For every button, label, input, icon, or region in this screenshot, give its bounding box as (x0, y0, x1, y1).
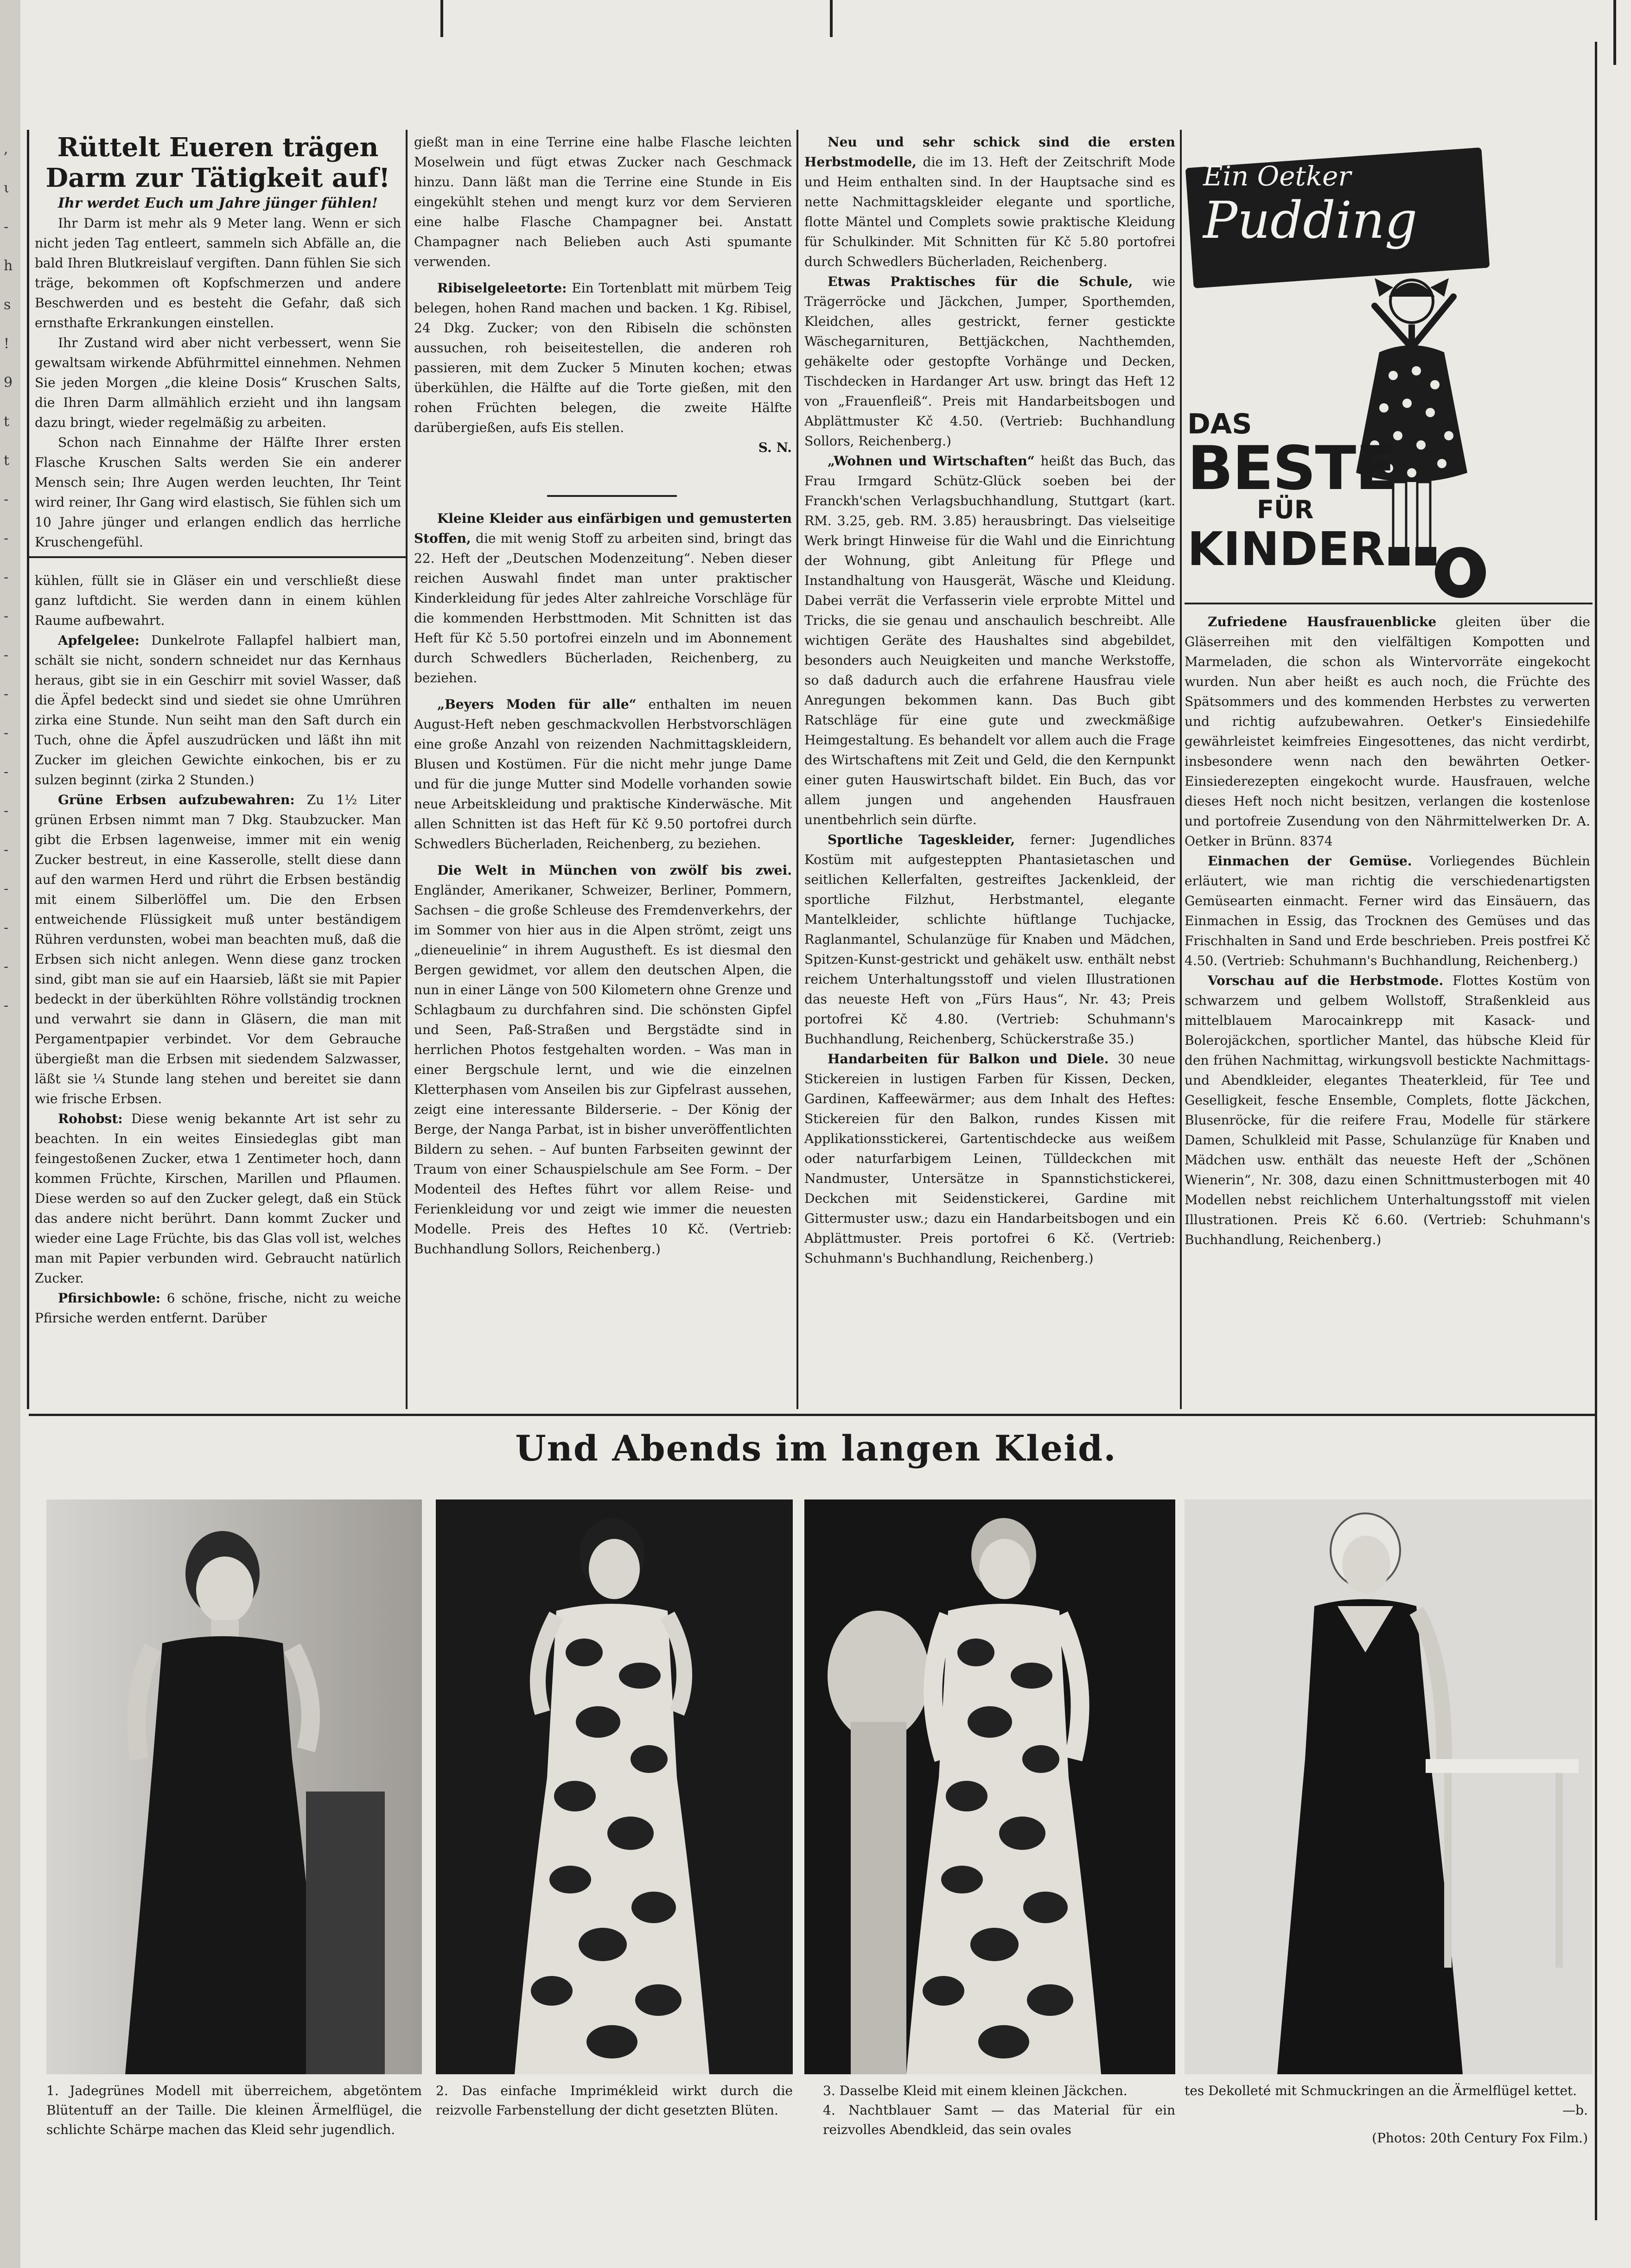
margin-fragment: t (4, 413, 10, 430)
caption-signature: —b. (1562, 2103, 1588, 2118)
ad-script-text (1203, 158, 1418, 250)
gallery-headline: Und Abends im langen Kleid. (515, 1428, 1117, 1469)
photo-2 (436, 1499, 793, 2074)
paragraph: Ihr Zustand wird aber nicht verbessert, wenn Sie gewaltsam wirkende Abführmittel einnehmen. Nehmen Sie jeden Morgen „die kleine Dosis“ Kruschen Salts, die Ihren Darm allmählich erzieht und ihn langsam dazu bringt, wieder regelmäßig zu arbeiten. (35, 335, 401, 430)
margin-fragment: - (4, 920, 9, 936)
recipe-title: Apfelgelee: (58, 633, 140, 648)
recipe-title: Ribiselgeleetorte: (437, 280, 567, 296)
recipe-text: Diese wenig bekannte Art ist sehr zu beachten. In ein weites Einsiedeglas gibt man feingestoßenen Zucker, etwa 1 Zentimeter hoch, dann kommen Früchte, Kirschen, Marillen und Pflaumen. Diese werden so auf den Zucker gelegt, daß ein Stück das andere nicht berührt. Dann kommt Zucker und wieder eine Lage Früchte, bis das Glas voll ist, welches man mit Papier verbunden wird. Gebraucht natürlich Zucker. (35, 1111, 401, 1286)
column-rule (796, 130, 798, 1409)
top-edge-fragment (830, 0, 833, 37)
margin-fragment: - (4, 959, 9, 975)
caption-1 (46, 2081, 422, 2140)
caption-3 (823, 2081, 1175, 2140)
recipe-text: Zu 1½ Liter grünen Erbsen nimmt man 7 Dkg. Staubzucker. Man gibt die Erbsen lagenweise, immer mit ein wenig Zucker bestreut, in eine Kasserolle, stellt diese dann auf den warmen Herd und rührt die Erbsen beständig mit einem Silberlöffel um. Die den Erbsen entweichende Flüssigkeit muß unter beständigem Rühren verdunsten, wobei man beachten muß, daß die Erbsen sich nicht anlegen. Wenn diese ganz trocken sind, gibt man sie auf ein Haarsieb, läßt sie mit Papier bedeckt in der überkühlten Röhre vollständig trocknen und verwahrt sie dann in Gläsern, die man mit Pergamentpapier verbindet. Vor dem Gebrauche übergießt man die Erbsen mit siedendem Salzwasser, läßt sie ¼ Stunde lang stehen und bereitet sie dann wie frische Erbsen. (35, 792, 401, 1106)
margin-fragment: - (4, 647, 9, 663)
column-rule (27, 130, 29, 1409)
paragraph: Schon nach Einnahme der Hälfte Ihrer ersten Flasche Kruschen Salts werden Sie ein anderer Mensch sein; Ihre Augen werden leuchten, Ihr Teint wird reiner, Ihr Gang wird elastisch, Sie fühlen sich um 10 Jahre jünger und erlangen endlich das herrliche Kruschengefühl. (35, 435, 401, 550)
caption-text: 4. Nachtblauer Samt — das Material für ein reizvolles Abendkleid, das sein ovales (823, 2103, 1175, 2137)
column-1 (35, 132, 401, 1328)
margin-fragment: - (4, 569, 9, 585)
margin-fragment: t (4, 452, 10, 469)
article-title: „Beyers Moden für alle“ (437, 697, 637, 712)
column-2 (414, 132, 792, 1259)
margin-fragment: - (4, 997, 9, 1014)
article-text: gleiten über die Gläserreihen mit den vielfältigen Kompotten und Marmeladen, die schon als Wintervorräte eingekocht wurden. Nun aber heißt es auch noch, die Früchte des Spätsommers und des kommenden Herbstes zu verwerten und richtig aufzubewahren. Oetker's Einsiedehilfe gewährleistet keimfreies Eingesottenes, das nicht verdirbt, insbesondere wenn nach den bewährten Oetker-Einsiederezepten eingekocht wurde. Hausfrauen, welche dieses Heft noch nicht besitzen, verlangen die kostenlose und portofreie Zusendung von den Nährmittelwerken Dr. A. Oetker in Brünn. (1185, 614, 1590, 849)
margin-fragment: ι (4, 180, 9, 196)
ad-code: 8374 (1300, 833, 1333, 849)
photo-3 (804, 1499, 1175, 2074)
recipe-title: Grüne Erbsen aufzubewahren: (58, 792, 295, 807)
article-title: Zufriedene Hausfrauenblicke (1208, 614, 1437, 629)
photo-credit: (Photos: 20th Century Fox Film.) (1372, 2130, 1588, 2146)
margin-fragment: - (4, 530, 9, 546)
caption-2 (436, 2081, 793, 2120)
top-edge-fragment (440, 0, 443, 37)
margin-fragment: - (4, 608, 9, 624)
ad-fur: FÜR (1257, 495, 1314, 524)
signature: S. N. (758, 440, 792, 455)
column-rule (1180, 130, 1182, 1409)
margin-fragment: , (4, 141, 8, 157)
article-title: Kleine Kleider aus einfärbigen und gemusterten Stoffen, (414, 511, 792, 546)
article-text: die mit wenig Stoff zu arbeiten sind, bringt das 22. Heft der „Deutschen Modenzeitung“. Neben dieser reichen Auswahl findet man unter praktischer Kinderkleidung für jedes Alter zahlreiche Vorschläge für die kommenden Herbsttmoden. Mit Schnitten ist das Heft für Kč 5.50 portofrei einzeln und im Abonnement durch Schwedlers Bücherladen, Reichenberg, zu beziehen. (414, 531, 792, 686)
caption-text: 2. Das einfache Imprimékleid wirkt durch die reizvolle Farbenstellung der dicht gesetzten Blüten. (436, 2083, 793, 2118)
caption-4 (1185, 2081, 1588, 2148)
recipe-text: Dunkelrote Fallapfel halbiert man, schält sie nicht, sondern schneidet nur das Kernhaus heraus, gibt sie in ein Geschirr mit soviel Wasser, daß die Äpfel bedeckt sind und siedet sie ohne Umrühren zirka eine Stunde. Nun seiht man den Saft durch ein Tuch, ohne die Äpfel auszudrücken und läßt ihn mit Zucker im gleichen Gewichte einkochen, bis er zu sulzen beginnt (zirka 2 Stunden.) (35, 633, 401, 788)
margin-fragment: - (4, 491, 9, 508)
woman-velvet-gown-photo-icon (1185, 1499, 1593, 2074)
article-title: „Wohnen und Wirtschaften“ (828, 453, 1035, 469)
article-text: 30 neue Stickereien in lustigen Farben für Kissen, Decken, Gardinen, Kaffeewärmer; aus dem Inhalt des Heftes: Stickereien für den Balkon, rundes Kissen mit Applikationsstickerei, Gartentischdecke aus weißem oder naturfarbigem Leinen, Tülldeckchen mit Nandmuster, Untersätze in Spannstichstickerei, Deckchen mit Seidenstickerei, Gardine mit Gittermuster usw.; dazu ein Handarbeitsbogen und ein Abplättmuster. Preis portofrei 6 Kč. (Vertrieb: Schuhmann's Buchhandlung, Reichenberg.) (804, 1051, 1175, 1266)
ad-script-line1: Ein Oetker (1203, 160, 1351, 192)
photo-4 (1185, 1499, 1593, 2074)
ad-beste: BESTE (1187, 433, 1395, 503)
section-rule (29, 1414, 1596, 1416)
oetker-pudding-ad (1185, 130, 1491, 598)
article-title: Die Welt in München von zwölf bis zwei. (437, 863, 792, 878)
ad-kinder: KINDER (1187, 522, 1385, 576)
recipe-title: Rohobst: (58, 1111, 123, 1126)
left-margin-fragments (4, 130, 18, 1381)
article-text: ferner: Jugendliches Kostüm mit aufgesteppten Phantasietaschen und seitlichen Kellerfalten, gestreiftes Jackenkleid, der sportliche Filzhut, Herbstmantel, elegante Mantelkleider, schlichte hüftlange Tuchjacke, Raglanmantel, Schulanzüge für Knaben und Mädchen, Spitzen-Kunst-gestrickt und gehäkelt usw. enthält nebst reichem Unterhaltungsstoff und vielen Illustrationen das neueste Heft von „Fürs Haus“, Nr. 43; Preis portofrei Kč 4.80. (Vertrieb: Schuhmann's Buchhandlung, Reichenberg, Schückerstraße 35.) (804, 832, 1175, 1047)
right-border-rule (1595, 42, 1597, 2220)
kruschen-subhead: Ihr werdet Euch um Jahre jünger fühlen! (58, 195, 378, 211)
article-title: Handarbeiten für Balkon und Diele. (828, 1051, 1109, 1067)
section-rule (1185, 603, 1593, 604)
margin-fragment: - (4, 686, 9, 702)
ad-script-line2: Pudding (1203, 191, 1418, 250)
paragraph: kühlen, füllt sie in Gläser ein und verschließt diese ganz luftdicht. Sie werden dann in einem kühlen Raume aufbewahrt. (35, 573, 401, 628)
column-rule (406, 130, 408, 1409)
woman-floral-jacket-photo-icon (804, 1499, 1175, 2074)
top-edge-fragment (1613, 0, 1616, 65)
caption-text: 3. Dasselbe Kleid mit einem kleinen Jäckchen. (823, 2083, 1128, 2098)
recipe-text: 6 schöne, frische, nicht zu weiche Pfirsiche werden entfernt. Darüber (35, 1290, 401, 1326)
margin-fragment: - (4, 764, 9, 780)
oetker-logo-icon (1435, 547, 1486, 598)
article-text: Flottes Kostüm von schwarzem und gelbem Wollstoff, Straßenkleid aus mittelblauem Marocainkrepp mit Kasack- und Bolerojäckchen, sportlicher Mantel, das hübsche Kleid für den frühen Nachmittag, wirkungsvoll bestickte Nachmittags- und Abendkleider, elegantes Theaterkleid, für Tee und Geselligkeit, fesche Ensemble, Complets, flotte Jäckchen, Blusenröcke, für die reifere Frau, Modelle für stärkere Damen, Schulkleid mit Passe, Schulanzüge für Knaben und Mädchen usw. enthält das neueste Heft der „Schönen Wienerin“, Nr. 308, dazu einen Schnittmusterbogen mit 40 Modellen nebst reichlichem Unterhaltungsstoff mit vielen Illustrationen. Preis Kč 6.60. (Vertrieb: Schuhmann's Buchhandlung, Reichenberg.) (1185, 973, 1591, 1247)
paragraph: gießt man in eine Terrine eine halbe Flasche leichten Moselwein und fügt etwas Zucker nach Geschmack hinzu. Dann läßt man die Terrine eine Stunde in Eis eingekühlt stehen und mengt kurz vor dem Servieren eine halbe Flasche Champagner bei. Anstatt Champagner nach Belieben auch Asti spumante verwenden. (414, 134, 792, 269)
margin-fragment: - (4, 725, 9, 741)
photo-1 (46, 1499, 422, 2074)
margin-fragment: 9 (4, 375, 13, 391)
margin-fragment: h (4, 258, 13, 274)
article-title: Etwas Praktisches für die Schule, (828, 274, 1133, 289)
article-text: Vorliegendes Büchlein erläutert, wie man richtig die verschiedenartigsten Gemüsearten einmacht. Ferner wird das Einsäuern, das Einmachen in Essig, das Trocknen des Gemüses und das Frischhalten in Sand und Erde beschrieben. Preis postfrei Kč 4.50. (Vertrieb: Schuhmann's Buchhandlung, Reichenberg.) (1185, 853, 1590, 968)
recipe-text: Ein Tortenblatt mit mürbem Teig belegen, hohen Rand machen und backen. 1 Kg. Ribisel, 24 Dkg. Zucker; von den Ribiseln die schönsten aussuchen, roh beiseitestellen, die anderen roh passieren, mit dem Zucker 5 Minuten kochen; etwas überkühlen, die Hälfte auf die Torte gießen, mit den rohen Früchten belegen, die zweite Hälfte darübergießen, aufs Eis stellen. (414, 280, 792, 435)
column-4 (1185, 612, 1590, 1250)
margin-fragment: - (4, 219, 9, 235)
margin-fragment: - (4, 881, 9, 897)
article-text: enthalten im neuen August-Heft neben geschmackvollen Herbstvorschlägen eine große Anzahl von reizenden Nachmittagskleidern, Blusen und Kostümen. Für die nicht mehr junge Dame und für die junge Mutter sind Modelle vorhanden sowie neue Arbeitskleidung und praktische Kinderwäsche. Mit allen Schnitten ist das Heft für Kč 9.50 portofrei durch Schwedlers Bücherladen, Reichenberg, zu beziehen. (414, 697, 792, 851)
column-3 (804, 132, 1175, 1268)
article-title: Sportliche Tageskleider, (828, 832, 1015, 847)
kruschen-headline: Rüttelt Eueren trägen Darm zur Tätigkeit auf! (45, 132, 390, 193)
article-text: Engländer, Amerikaner, Schweizer, Berliner, Pommern, Sachsen – die große Schleuse des Fremdenverkehrs, der im Sommer von hier aus in die Alpen strömt, zeigt uns „dieneuelinie“ in ihrem Augustheft. Es ist diesmal den Bergen gewidmet, vor allem den deutschen Alpen, die nun in einer Länge von 500 Kilometern ohne Grenze und Schlagbaum zu durchfahren sind. Die schönsten Gipfel und Seen, Paß-Straßen und Bergstädte sind in herrlichen Photos festgehalten worden. – Was man in einer Bergschule lernt, und wie die einzelnen Kletterphasen vom Anseilen bis zur Gipfelrast aussehen, zeigt eine interessante Bilderserie. – Der König der Berge, der Nanga Parbat, ist in bisher unveröffentlichten Bildern zu sehen. – Auf bunten Farbseiten gewinnt der Traum von einer Schauspielschule am See Form. – Der Modenteil des Heftes führt vor allem Reise- und Ferienkleidung vor und zeigt wie immer die neuesten Modelle. Preis des Heftes 10 Kč. (Vertrieb: Buchhandlung Sollors, Reichenberg.) (414, 883, 792, 1257)
margin-fragment: - (4, 842, 9, 858)
article-text: wie Trägerröcke und Jäckchen, Jumper, Sporthemden, Kleidchen, alles gestrickt, ferner gestickte Wäschegarnituren, Bettjäckchen, Nachthemden, gehäkelte oder gestopfte Vorhänge und Decken, Tischdecken in Hardanger Art usw. bringt das Heft 12 von „Frauenfleiß“. Preis mit Handarbeitsbogen und Abplättmuster Kč 4.50. (Vertrieb: Buchhandlung Sollors, Reichenberg.) (804, 274, 1176, 449)
recipe-title: Pfirsichbowle: (58, 1290, 161, 1306)
woman-floral-gown-photo-icon (436, 1499, 793, 2074)
caption-text: 1. Jadegrünes Modell mit überreichem, abgetöntem Blütentuff an der Taille. Die kleinen Ärmelflügel, die schlichte Schärpe machen das Kleid sehr jugendlich. (46, 2083, 422, 2137)
article-title: Einmachen der Gemüse. (1208, 853, 1412, 869)
article-text: die im 13. Heft der Zeitschrift Mode und Heim enthalten sind. In der Hauptsache sind es nette Nachmittagskleider elegante und sportliche, flotte Mäntel und Complets sowie praktische Kleidung für Schulkinder. Mit Schnitten für Kč 5.80 portofrei durch Schwedlers Bücherladen, Reichenberg. (804, 154, 1175, 269)
margin-fragment: - (4, 803, 9, 819)
margin-fragment: ! (4, 336, 10, 352)
caption-text: tes Dekolleté mit Schmuckringen an die Ärmelflügel kettet. (1185, 2083, 1577, 2098)
ad-das: DAS (1187, 408, 1252, 440)
paragraph: Ihr Darm ist mehr als 9 Meter lang. Wenn er sich nicht jeden Tag entleert, sammeln sich Abfälle an, die bald Ihren Blutkreislauf vergiften. Dann fühlen Sie sich träge, bekommen oft Kopfschmerzen und andere Beschwerden und es besteht die Gefahr, daß sich ernsthafte Erkrankungen einstellen. (35, 216, 401, 330)
article-title: Neu und sehr schick sind die ersten Herbstmodelle, (804, 134, 1175, 170)
article-text: heißt das Buch, das Frau Irmgard Schütz-Glück soeben bei der Franckh'schen Verlagsbuchhandlung, Stuttgart (kart. RM. 3.25, geb. RM. 3.85) herausbringt. Das vielseitige Werk bringt Hinweise für die Wahl und die Einrichtung der Wohnung, gibt Anleitung für Pflege und Instandhaltung von Hausgerät, Wäsche und Kleidung. Dabei verrät die Verfasserin viele erprobte Mittel und Tricks, die sie genau und anschaulich beschreibt. Alle wichtigen Geräte des Haushaltes sind abgebildet, besonders auch Neuigkeiten und manche Werkstoffe, so daß dadurch auch die erfahrene Hausfrau viele Anregungen bekommen kann. Das Buch gibt Ratschläge für eine gute und zweckmäßige Heimgestaltung. Es behandelt vor allem auch die Frage des Wirtschaftens mit Zeit und Geld, die den Kernpunkt einer guten Hauswirtschaft bildet. Ein Buch, das vor allem jungen und angehenden Hausfrauen unentbehrlich sein dürfte. (804, 453, 1176, 827)
article-title: Vorschau auf die Herbstmode. (1208, 973, 1444, 988)
margin-fragment: s (4, 297, 11, 313)
woman-dark-gown-photo-icon (46, 1499, 422, 2074)
ad-slogan (1187, 408, 1395, 575)
